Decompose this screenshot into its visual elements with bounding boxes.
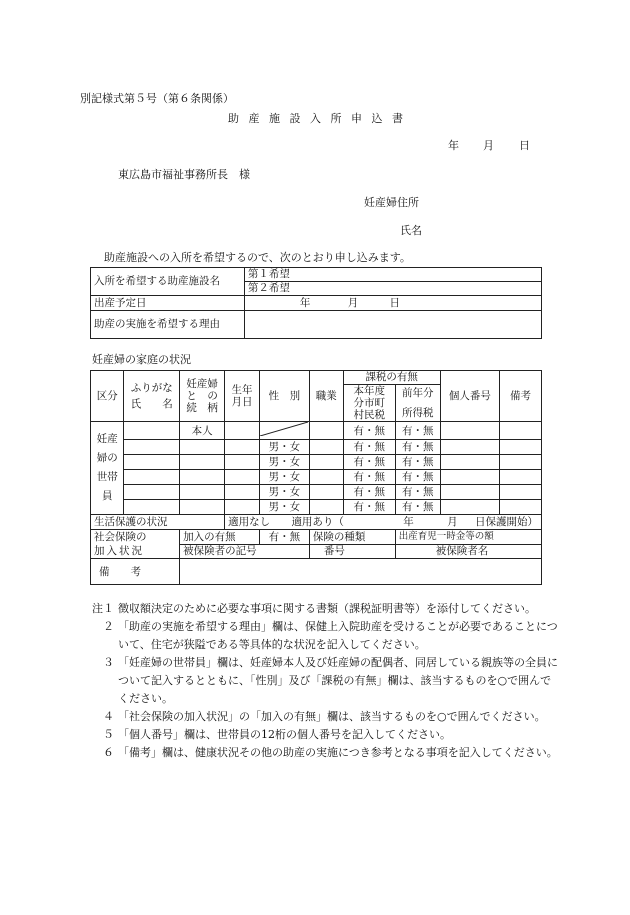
due-year: 年 [299, 296, 311, 309]
tax-current-cell[interactable]: 有・無 [343, 470, 395, 485]
facility-label: 入所を希望する助産施設名 [91, 268, 245, 296]
note-2 [92, 618, 560, 654]
header-my-number: 個人番号 [440, 371, 499, 422]
sex-cell-self [259, 422, 309, 440]
table-row [91, 470, 542, 485]
my-number-cell[interactable] [440, 422, 499, 440]
note-3-num: ３ [103, 656, 114, 669]
note-5 [92, 726, 560, 744]
due-date-label: 出産予定日 [91, 296, 245, 311]
note-2-num: ２ [103, 620, 114, 633]
welfare-applied[interactable]: 適用あり（ [291, 516, 344, 529]
welfare-month: 月 [447, 516, 458, 529]
header-tax-current-3: 村民税 [353, 409, 385, 422]
tax-prev-cell[interactable]: 有・無 [395, 470, 440, 485]
job-cell[interactable] [309, 485, 343, 500]
insurance-type-label: 保険の種類 [309, 530, 395, 545]
remarks-row-label: 備 考 [91, 559, 180, 585]
date-day: 日 [519, 139, 530, 152]
insurance-join-option[interactable]: 有・無 [259, 530, 309, 545]
note-5-text: 「個人番号」欄は、世帯員の12桁の個人番号を記入してください。 [118, 728, 451, 741]
remarks-cell[interactable] [500, 470, 542, 485]
header-name-text: 氏 名 [130, 398, 173, 411]
form-reference: 別記様式第５号（第６条関係） [80, 92, 234, 105]
household-table [90, 370, 542, 585]
tax-current-cell[interactable]: 有・無 [343, 440, 395, 455]
welfare-not-applied[interactable]: 適用なし [228, 516, 271, 529]
header-birth-2: 月日 [231, 396, 253, 409]
relation-cell[interactable] [180, 455, 225, 470]
welfare-year: 年 [403, 516, 414, 529]
note-3 [92, 654, 560, 708]
my-number-cell[interactable] [440, 500, 499, 515]
notes-section [92, 600, 560, 762]
note-1-num: 注１ [92, 602, 114, 615]
header-name [124, 371, 180, 422]
job-cell[interactable] [309, 440, 343, 455]
header-tax-current-2: 分市町 [353, 397, 385, 410]
my-number-cell[interactable] [440, 470, 499, 485]
note-1-text: 徴収額決定のために必要な事項に関する書類（課税証明書等）を添付してください。 [118, 602, 536, 615]
birth-cell[interactable] [225, 470, 260, 485]
member-category: 妊産婦の世帯員 [91, 422, 124, 515]
insurance-label-1: 社会保険の [94, 531, 147, 544]
welfare-start: 日保護開始） [474, 516, 538, 529]
applicant-address-label: 妊産婦住所 [364, 196, 419, 209]
note-5-num: ５ [103, 728, 114, 741]
tax-prev-cell[interactable]: 有・無 [395, 455, 440, 470]
header-tax-prev-1: 前年分 [402, 387, 434, 400]
relation-cell[interactable] [180, 485, 225, 500]
remarks-cell[interactable] [500, 440, 542, 455]
sex-cell[interactable]: 男・女 [259, 440, 309, 455]
furigana-cell[interactable] [124, 455, 180, 470]
remarks-cell[interactable] [500, 422, 542, 440]
job-cell[interactable] [309, 422, 343, 440]
remarks-row [91, 559, 542, 585]
job-cell[interactable] [309, 470, 343, 485]
my-number-cell[interactable] [440, 440, 499, 455]
birth-cell[interactable] [225, 500, 260, 515]
insured-name-label: 被保険者名 [395, 544, 541, 559]
header-tax-current [343, 385, 395, 422]
sex-cell[interactable]: 男・女 [259, 500, 309, 515]
relation-self: 本人 [180, 422, 225, 440]
tax-current-cell[interactable]: 有・無 [343, 455, 395, 470]
tax-current-cell[interactable]: 有・無 [343, 485, 395, 500]
note-3-text: 「妊産婦の世帯員」欄は、妊産婦本人及び妊産婦の配偶者、同居している親族等の全員について記入するとともに、「性別」及び「課税の有無」欄は、該当するものを○で囲んでください。 [118, 656, 558, 705]
household-section-title: 妊産婦の家庭の状況 [92, 353, 191, 366]
reason-label: 助産の実施を希望する理由 [91, 311, 245, 339]
remarks-cell[interactable] [500, 500, 542, 515]
note-4 [92, 708, 560, 726]
remarks-cell[interactable] [500, 485, 542, 500]
addressee: 東広島市福祉事務所長 様 [118, 168, 250, 181]
sex-cell[interactable]: 男・女 [259, 485, 309, 500]
relation-cell[interactable] [180, 440, 225, 455]
header-relation-1: 妊産婦 [186, 378, 218, 390]
birth-cell[interactable] [225, 440, 260, 455]
date-year: 年 [448, 139, 459, 152]
header-tax-prev-2: 所得税 [402, 407, 434, 420]
furigana-cell[interactable] [124, 440, 180, 455]
due-date-field[interactable] [244, 296, 541, 311]
remarks-row-field[interactable] [180, 559, 542, 585]
furigana-cell[interactable] [124, 470, 180, 485]
document-title: 助 産 施 設 入 所 申 込 書 [228, 112, 406, 125]
header-category: 区分 [91, 371, 124, 422]
header-tax-current-1: 本年度 [353, 385, 385, 397]
note-6-text: 「備考」欄は、健康状況その他の助産の実施につき参考となる事項を記入してください。 [118, 746, 558, 759]
due-month: 月 [347, 296, 359, 309]
table-row [91, 455, 542, 470]
tax-prev-cell[interactable]: 有・無 [395, 440, 440, 455]
applicant-name-label: 氏名 [400, 224, 422, 237]
note-6 [92, 744, 560, 762]
furigana-cell[interactable] [124, 422, 180, 440]
header-birth-1: 生年 [231, 384, 253, 397]
header-sex: 性 別 [259, 371, 309, 422]
insured-number-label: 番号 [309, 544, 395, 559]
note-6-num: ６ [103, 746, 114, 759]
relation-cell[interactable] [180, 500, 225, 515]
my-number-cell[interactable] [440, 455, 499, 470]
header-relation-3: 続 柄 [186, 402, 218, 415]
furigana-cell[interactable] [124, 485, 180, 500]
header-job: 職業 [309, 371, 343, 422]
tax-current-cell[interactable]: 有・無 [343, 422, 395, 440]
my-number-cell[interactable] [440, 485, 499, 500]
insurance-lump-label: 出産育児一時金等の額 [395, 530, 541, 545]
facility-choice-2[interactable]: 第２希望 [244, 282, 541, 296]
table-row [91, 440, 542, 455]
date-month: 月 [483, 139, 494, 152]
due-day: 日 [389, 296, 401, 309]
note-4-num: ４ [103, 710, 114, 723]
header-remarks: 備考 [500, 371, 542, 422]
tax-prev-cell[interactable]: 有・無 [395, 500, 440, 515]
table-row [91, 500, 542, 515]
furigana-cell[interactable] [124, 500, 180, 515]
tax-current-cell[interactable]: 有・無 [343, 500, 395, 515]
header-furigana: ふりがな [130, 382, 173, 395]
insurance-label [91, 530, 180, 559]
facility-choice-1[interactable]: 第１希望 [244, 268, 541, 282]
note-1 [80, 600, 560, 618]
diagonal-line [260, 422, 308, 436]
birth-cell[interactable] [225, 455, 260, 470]
header-birth [225, 371, 260, 422]
job-cell[interactable] [309, 455, 343, 470]
sex-cell[interactable]: 男・女 [259, 470, 309, 485]
table-row [91, 422, 542, 440]
header-tax-prev [395, 385, 440, 422]
birth-cell[interactable] [225, 422, 260, 440]
insurance-label-2: 加入状況 [94, 545, 144, 558]
job-cell[interactable] [309, 500, 343, 515]
insured-symbol-label: 被保険者の記号 [180, 544, 310, 559]
welfare-row [91, 515, 542, 530]
intro-text: 助産施設への入所を希望するので、次のとおり申し込みます。 [104, 251, 411, 264]
header-tax: 課税の有無 [343, 371, 440, 385]
tax-prev-cell[interactable]: 有・無 [395, 485, 440, 500]
note-4-text: 「社会保険の加入状況」の「加入の有無」欄は、該当するものを○で囲んでください。 [118, 710, 546, 723]
table-row [91, 485, 542, 500]
header-relation-2: と の [186, 390, 218, 403]
facility-table [90, 267, 542, 339]
sex-cell[interactable]: 男・女 [259, 455, 309, 470]
remarks-cell[interactable] [500, 455, 542, 470]
tax-prev-cell[interactable]: 有・無 [395, 422, 440, 440]
note-2-text: 「助産の実施を希望する理由」欄は、保健上入院助産を受けることが必要であることについて、住宅が狭隘である等具体的な状況を記入してください。 [118, 620, 558, 651]
welfare-field[interactable] [225, 515, 542, 530]
welfare-label: 生活保護の状況 [91, 515, 225, 530]
header-relation [180, 371, 225, 422]
birth-cell[interactable] [225, 485, 260, 500]
insurance-row-1 [91, 530, 542, 545]
relation-cell[interactable] [180, 470, 225, 485]
insurance-join-label: 加入の有無 [180, 530, 260, 545]
reason-field[interactable] [244, 311, 541, 339]
